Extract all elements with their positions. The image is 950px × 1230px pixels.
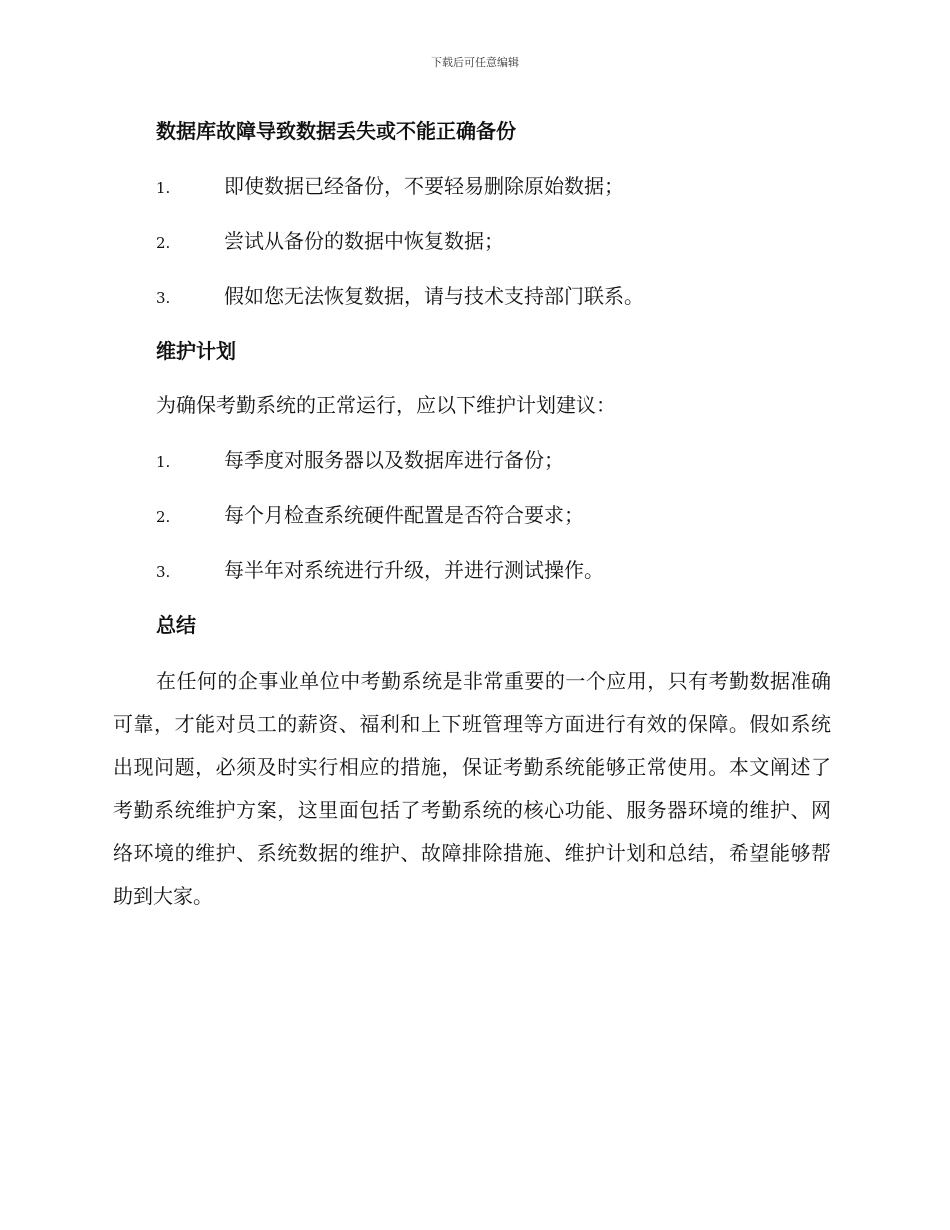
list-item: [156, 554, 604, 583]
maintenance-intro: 为确保考勤系统的正常运行，应以下维护计划建议：: [156, 393, 616, 417]
section-heading-maintenance-plan: 维护计划: [156, 339, 236, 363]
list-item: [156, 499, 584, 528]
list-number: 2.: [156, 234, 171, 252]
list-text: 每半年对系统进行升级，并进行测试操作。: [224, 558, 604, 582]
list-item: [156, 444, 564, 473]
section-heading-database-failure: 数据库故障导致数据丢失或不能正确备份: [156, 119, 516, 143]
summary-paragraph: 在任何的企事业单位中考勤系统是非常重要的一个应用，只有考勤数据准确可靠，才能对员工的薪资、福利和上下班管理等方面进行有效的保障。假如系统出现问题，必须及时实行相应的措施，保证考勤系统能够正常使用。本文阐述了考勤系统维护方案，这里面包括了考勤系统的核心功能、服务器环境的维护、网络环境的维护、系统数据的维护、故障排除措施、维护计划和总结，希望能够帮助到大家。: [113, 669, 831, 908]
list-item: [156, 170, 624, 199]
list-text: 即使数据已经备份，不要轻易删除原始数据；: [224, 174, 624, 198]
list-text: 假如您无法恢复数据，请与技术支持部门联系。: [224, 284, 644, 308]
section-heading-summary: 总结: [156, 613, 196, 637]
list-number: 1.: [156, 179, 171, 197]
list-number: 2.: [156, 508, 171, 526]
list-number: 1.: [156, 453, 171, 471]
list-text: 每个月检查系统硬件配置是否符合要求；: [224, 503, 584, 527]
list-item: [156, 280, 644, 309]
list-number: 3.: [156, 563, 171, 581]
list-text: 每季度对服务器以及数据库进行备份；: [224, 448, 564, 472]
list-number: 3.: [156, 289, 171, 307]
page-header: 下载后可任意编辑: [431, 56, 519, 69]
list-text: 尝试从备份的数据中恢复数据；: [224, 229, 504, 253]
list-item: [156, 225, 504, 254]
